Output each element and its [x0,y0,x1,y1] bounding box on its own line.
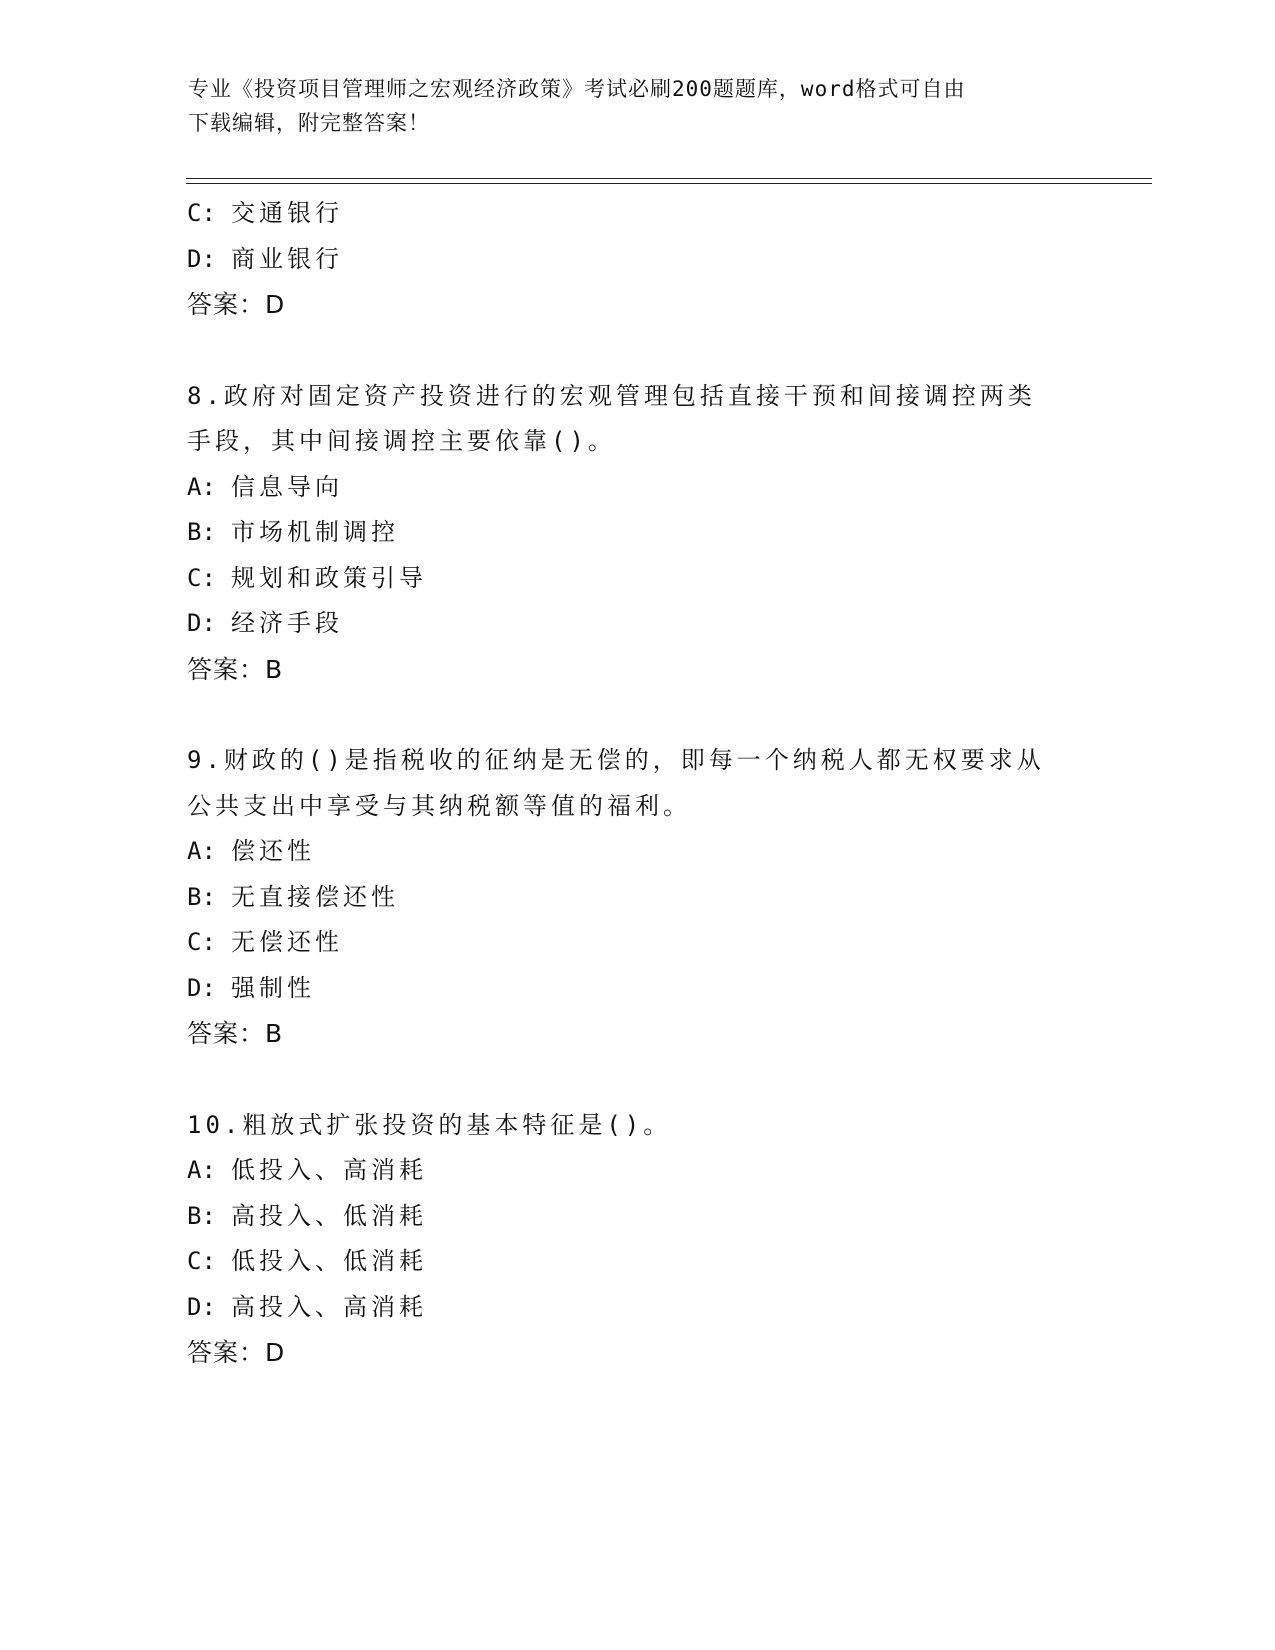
question-content [187,191,1087,1376]
option-letter: A: [187,472,216,501]
option-c [187,191,1087,237]
option-letter: B: [187,1201,216,1230]
option-letter: B: [187,882,216,911]
answer-line: 答案：D [187,1338,286,1367]
option-letter: C: [187,928,216,956]
spacer [187,692,1087,738]
question-stem-line-1: 9.财政的()是指税收的征纳是无偿的，即每一个纳税人都无权要求从 [187,746,1045,774]
option-d [187,1285,1087,1331]
question-stem-line-2: 手段，其中间接调控主要依靠()。 [187,427,616,455]
option-a [187,1148,1087,1194]
option-text: 商业银行 [231,244,343,273]
question-7-continuation [187,191,1087,328]
option-letter: D: [187,1292,216,1321]
option-letter: A: [187,1156,216,1184]
option-text: 低投入、高消耗 [231,1156,427,1184]
option-letter: A: [187,837,216,865]
header-divider-top [186,178,1152,179]
header-line-2: 下载编辑，附完整答案！ [188,111,430,135]
option-b [187,875,1087,921]
option-d [187,966,1087,1012]
option-text: 无偿还性 [231,928,343,956]
question-8 [187,374,1087,693]
option-text: 偿还性 [231,837,315,865]
option-text: 低投入、低消耗 [231,1247,427,1275]
option-text: 交通银行 [231,199,343,227]
header-divider-bottom [186,183,1152,184]
option-text: 无直接偿还性 [231,882,399,911]
option-c [187,920,1087,966]
question-stem-line-1: 10.粗放式扩张投资的基本特征是()。 [187,1110,672,1139]
option-letter: B: [187,518,216,546]
option-letter: D: [187,244,216,273]
option-d [187,237,1087,283]
answer-line: 答案：B [187,654,284,684]
option-letter: C: [187,563,216,592]
option-letter: D: [187,609,216,637]
option-a [187,465,1087,511]
question-stem-line-2: 公共支出中享受与其纳税额等值的福利。 [187,791,691,820]
option-letter: D: [187,973,216,1002]
spacer [187,328,1087,374]
option-letter: C: [187,199,216,227]
option-text: 高投入、低消耗 [231,1201,427,1230]
option-c [187,556,1087,602]
option-b [187,1194,1087,1240]
option-c [187,1239,1087,1285]
header-line-1: 专业《投资项目管理师之宏观经济政策》考试必刷200题题库，word格式可自由 [188,77,966,101]
option-text: 市场机制调控 [231,518,399,546]
option-d [187,601,1087,647]
spacer [187,1057,1087,1103]
option-text: 信息导向 [231,472,343,501]
document-header [188,72,1068,140]
option-text: 经济手段 [231,609,343,637]
option-b [187,510,1087,556]
question-10 [187,1103,1087,1376]
option-letter: C: [187,1247,216,1275]
option-a [187,829,1087,875]
option-text: 强制性 [231,973,315,1002]
question-9 [187,738,1087,1057]
answer-line: 答案：B [187,1019,284,1048]
answer-line: 答案：D [187,290,286,319]
option-text: 高投入、高消耗 [231,1292,427,1321]
option-text: 规划和政策引导 [231,563,427,592]
question-stem-line-1: 8.政府对固定资产投资进行的宏观管理包括直接干预和间接调控两类 [187,381,1036,410]
